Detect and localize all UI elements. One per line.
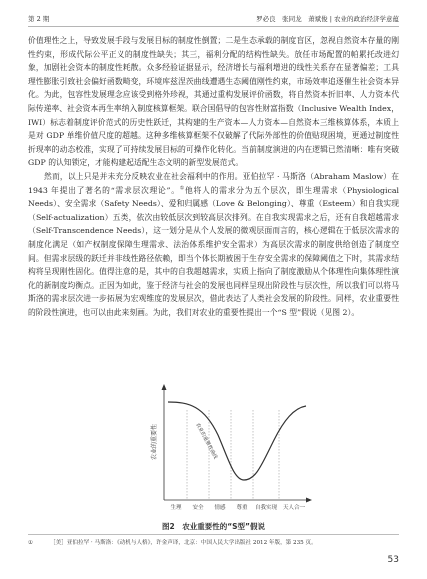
body-text (28, 34, 399, 319)
running-header-chapter: 第 2 期 (28, 15, 50, 23)
s-curve-figure (144, 380, 314, 518)
header-rule (28, 26, 399, 27)
running-header-title: 罗必良 张同龙 萧斌俊 | 农业的政治经济学意蕴 (256, 15, 399, 23)
curve-label: 农业的重要性曲线 (194, 422, 219, 461)
footnote-rule (28, 534, 399, 535)
s-curve (168, 402, 306, 480)
stage-label: 尊重 (236, 505, 248, 511)
footnote-marker: ① (28, 540, 34, 546)
paragraph-1: 价值理性之上，导致发展手段与发展目标的制度性倒置；二是生态承载的制度盲区，忽视自然资本存量的刚性约束，形成代际公平正义的制度性缺失；其三，福利分配的结构性缺失。放任市场配置的帕累托改进幻象，加剧社会资本的制度性耗散。众多经验证据显示，经济增长与福利增进的线性关系存在显著偏差；工具理性膨胀引致社会偏好函数畸变，环境库兹涅茨曲线遭遇生态阈值刚性约束，市场效率追逐催生社会资本异化。为此，包容性发展理念应该受到格外珍视，其通过重构发展评价函数，将自然资本折旧率、人力资本代际传递率、社会资本再生率纳入制度核算框架。联合国倡导的包容性财富指数（Inclusive Wealth Index，IWI）标志着制度评价范式的历史性跃迁，其构建的生产资本—人力资本—自然资本三维核算体系，本质上是对 GDP 单维价值尺度的超越。这种多维核算框架不仅破解了代际外部性的价值贴现困境，更通过制度性折现率的动态校准，实现了可持续发展目标的可操作化转化。当前制度演进的内在逻辑已然清晰：唯有突破 GDP 的认知锁定，才能构建起适配生态文明的新型发展范式。 (28, 36, 399, 168)
paragraph-2 (28, 170, 399, 320)
footnote (28, 538, 317, 546)
stage-label: 自我实现 (254, 505, 278, 511)
x-axis-arrow (306, 498, 312, 503)
paragraph-2-text-cont: 他将人的需求分为五个层次，即生理需求（Physiological Needs）、安全需求（Safety Needs）、爱和归属感（Love & Belonging）、尊重（Esteem）和自我实现（Self-actualization）五类，依次由较低层次到较高层次排列。在自我实现需求之后，还有自我超越需求（Self-Transcendence Needs），这一划分是从个人发展的微观层面而言的，核心逻辑在于低层次需求的制度化满足（如产权制度保障生理需求、法治体系维护安全需求）为高层次需求的制度供给创造了制度空间。但需求层级的跃迁并非线性路径依赖，即当个体长期被困于生存安全需求的保障阈值之下时，其需求结构将呈现刚性固化。值得注意的是，其中的自我超越需求，实质上指向了制度激励从个体理性向集体理性演化的新制度均衡点。正因为如此，鉴于经济与社会的发展也同样呈现出阶段性与层次性，所以我们可以将马斯洛的需求层次进一步拓展为宏观维度的发展层次，借此表达了人类社会发展的阶段性。同样，农业重要性的阶段性演进，也可以由此来刻画。为此，我们对农业的重要性提出一个“S 型”假说（见图 2）。 (28, 185, 399, 317)
y-axis-arrow (162, 384, 167, 390)
stage-label: 天人合一 (282, 505, 306, 511)
stage-label: 安全 (192, 505, 204, 511)
stage-label: 情感 (214, 505, 226, 511)
paragraph-2-text: 然而，以上只是并未充分反映农业在社会福利中的作用。亚伯拉罕 · 马斯洛（Abraham Maslow）在 1943 年提出了著名的“需求层次理论”。 (28, 171, 399, 195)
footnote-reference[interactable]: ① (179, 184, 186, 191)
figure-caption: 图2 农业重要性的“S型”假说 (162, 522, 265, 531)
page-number: 53 (387, 555, 399, 565)
footnote-text: ［美］亚伯拉罕 · 马斯洛：《动机与人格》，许金声译，北京：中国人民大学出版社 2012 年版，第 235 页。 (50, 540, 317, 546)
y-axis-label: 农业的重要性 (151, 423, 158, 461)
stage-label: 生理 (170, 505, 182, 511)
